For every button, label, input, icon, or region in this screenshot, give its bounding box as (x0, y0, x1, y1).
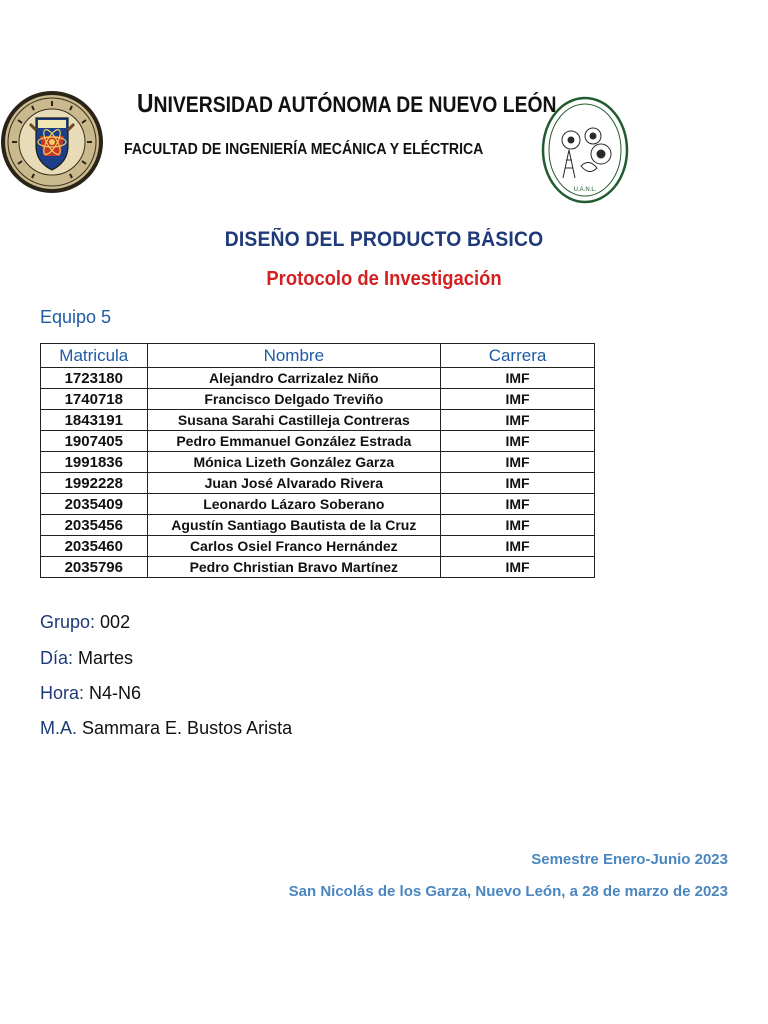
table-row (41, 494, 595, 515)
table-row (41, 368, 595, 389)
carrera-cell: IMF (441, 431, 595, 452)
fime-seal-text: U.A.N.L. (573, 187, 597, 193)
matricula-cell: 1991836 (41, 452, 148, 473)
table-row (41, 431, 595, 452)
matricula-cell: 2035796 (41, 557, 148, 578)
university-initial: U (137, 88, 154, 118)
dia-label: Día: (40, 648, 74, 668)
nombre-cell: Mónica Lizeth González Garza (147, 452, 440, 473)
dia-value: Martes (78, 648, 134, 668)
document-subtitle: Protocolo de Investigación (266, 268, 502, 290)
matricula-cell: 1992228 (41, 473, 148, 494)
carrera-cell: IMF (441, 515, 595, 536)
table-row (41, 410, 595, 431)
table-row (41, 557, 595, 578)
matricula-cell: 2035456 (41, 515, 148, 536)
nombre-cell: Pedro Christian Bravo Martínez (147, 557, 440, 578)
carrera-cell: IMF (441, 536, 595, 557)
table-row (41, 536, 595, 557)
carrera-cell: IMF (441, 410, 595, 431)
header-nombre: Nombre (147, 344, 440, 368)
carrera-cell: IMF (441, 473, 595, 494)
place-date-text: San Nicolás de los Garza, Nuevo León, a 28 de marzo de 2023 (288, 883, 728, 900)
nombre-cell: Pedro Emmanuel González Estrada (147, 431, 440, 452)
members-table (40, 343, 595, 578)
document-title: DISEÑO DEL PRODUCTO BÁSICO (224, 228, 544, 251)
carrera-cell: IMF (441, 557, 595, 578)
ma-label: M.A. (40, 718, 78, 738)
university-rest: NIVERSIDAD AUTÓNOMA DE NUEVO LEÓN (153, 92, 557, 117)
matricula-cell: 1907405 (41, 431, 148, 452)
matricula-cell: 1843191 (41, 410, 148, 431)
nombre-cell: Carlos Osiel Franco Hernández (147, 536, 440, 557)
nombre-cell: Agustín Santiago Bautista de la Cruz (147, 515, 440, 536)
university-name (137, 88, 557, 119)
header-matricula: Matricula (41, 344, 148, 368)
nombre-cell: Alejandro Carrizalez Niño (147, 368, 440, 389)
hora-line (40, 683, 141, 704)
carrera-cell: IMF (441, 494, 595, 515)
matricula-cell: 1740718 (41, 389, 148, 410)
ma-line (40, 718, 292, 739)
grupo-label: Grupo: (40, 612, 96, 632)
nombre-cell: Francisco Delgado Treviño (147, 389, 440, 410)
ma-value: Sammara E. Bustos Arista (82, 718, 293, 738)
matricula-cell: 2035409 (41, 494, 148, 515)
faculty-name: FACULTAD DE INGENIERÍA MECÁNICA Y ELÉCTRICA (124, 141, 484, 158)
hora-value: N4-N6 (89, 683, 142, 703)
carrera-cell: IMF (441, 452, 595, 473)
grupo-value: 002 (100, 612, 131, 632)
nombre-cell: Leonardo Lázaro Soberano (147, 494, 440, 515)
nombre-cell: Susana Sarahi Castilleja Contreras (147, 410, 440, 431)
header-carrera: Carrera (441, 344, 595, 368)
semester-text: Semestre Enero-Junio 2023 (531, 851, 728, 868)
dia-line (40, 648, 133, 669)
matricula-cell: 2035460 (41, 536, 148, 557)
team-label: Equipo 5 (40, 307, 112, 327)
carrera-cell: IMF (441, 368, 595, 389)
matricula-cell: 1723180 (41, 368, 148, 389)
table-row (41, 389, 595, 410)
table-row (41, 473, 595, 494)
fime-seal-logo (541, 96, 629, 204)
nombre-cell: Juan José Alvarado Rivera (147, 473, 440, 494)
table-row (41, 452, 595, 473)
hora-label: Hora: (40, 683, 85, 703)
carrera-cell: IMF (441, 389, 595, 410)
table-header-row (41, 344, 595, 368)
table-row (41, 515, 595, 536)
grupo-line (40, 612, 130, 633)
uanl-seal-logo (0, 90, 104, 194)
